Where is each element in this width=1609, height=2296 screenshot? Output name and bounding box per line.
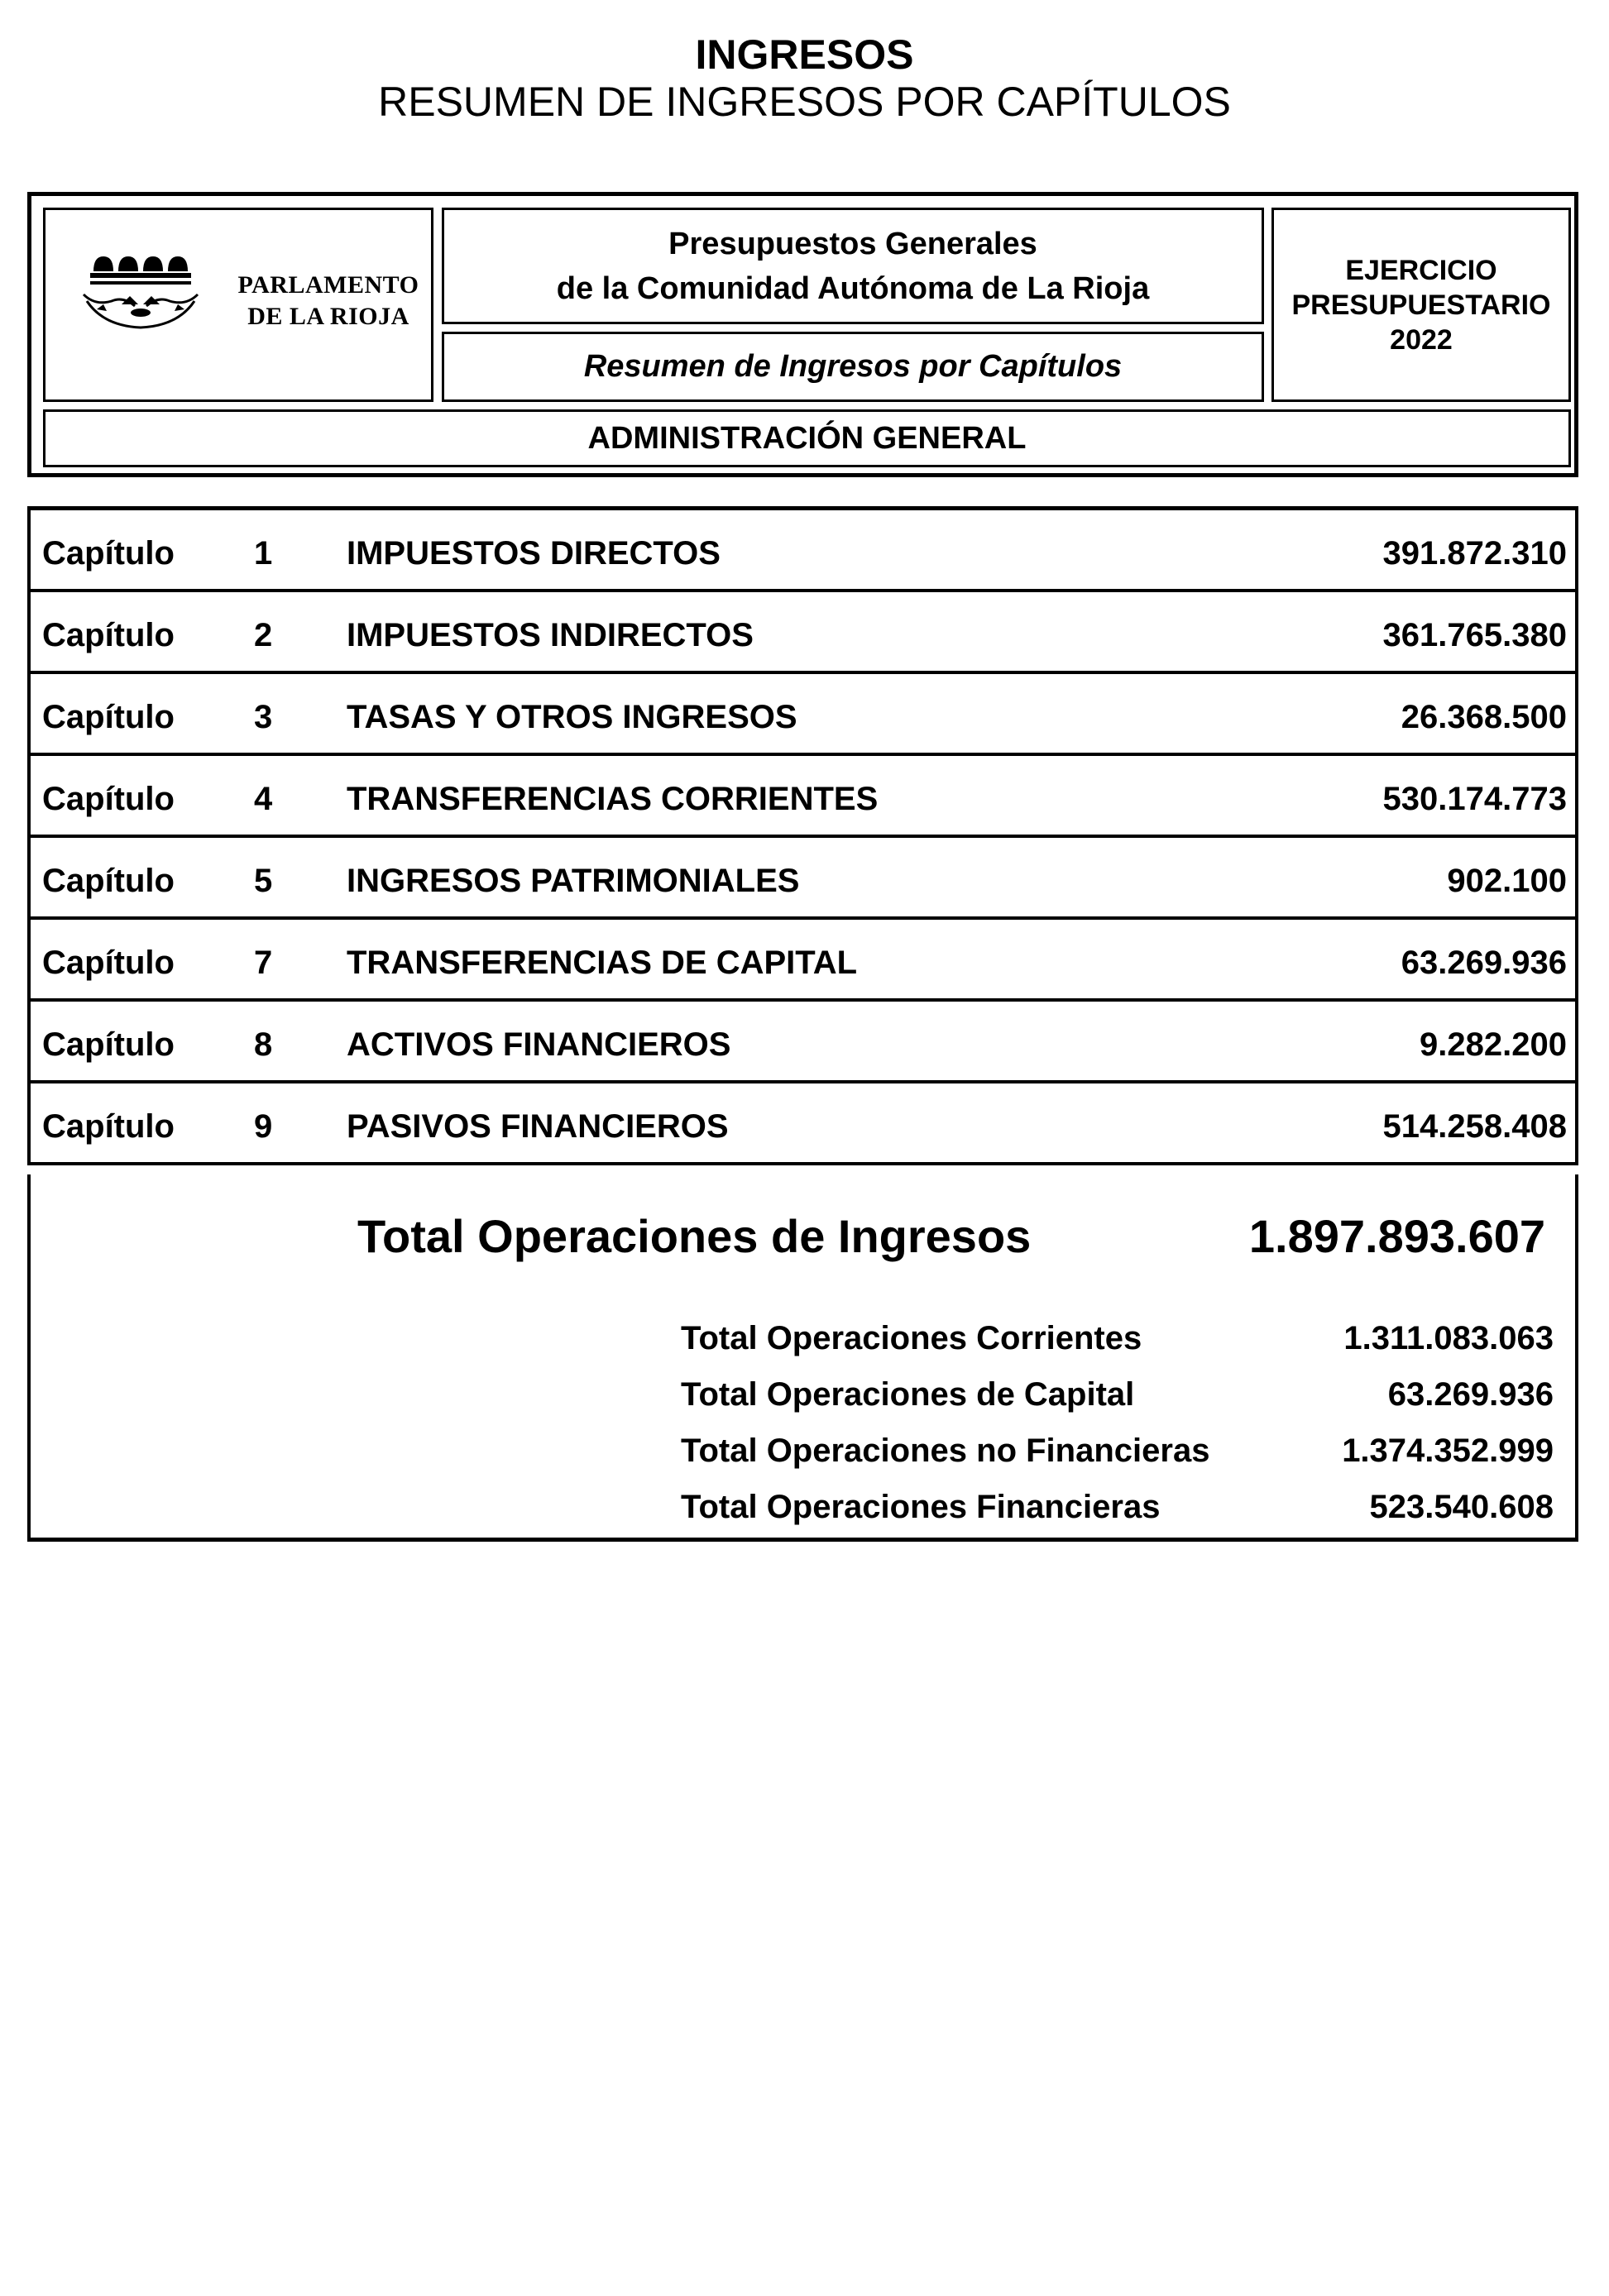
chapter-number: 2 (254, 617, 273, 653)
chapter-label: Capítulo (42, 781, 175, 817)
chapter-name: ACTIVOS FINANCIEROS (347, 1026, 731, 1063)
chapter-name: INGRESOS PATRIMONIALES (347, 863, 800, 899)
chapter-number: 9 (254, 1108, 273, 1145)
budget-subtitle: Resumen de Ingresos por Capítulos (442, 332, 1264, 402)
totals-section (27, 1174, 1578, 1542)
logo-text-line1: PARLAMENTO (237, 271, 419, 299)
budget-title-line2: de la Comunidad Autónoma de La Rioja (556, 270, 1150, 306)
logo-text-line2: DE LA RIOJA (247, 303, 409, 330)
subtotal-value: 523.540.608 (1369, 1489, 1554, 1525)
table-row (31, 1002, 1575, 1083)
exercise-line1: EJERCICIO (1345, 254, 1497, 286)
exercise-year: 2022 (1390, 323, 1453, 356)
chapter-name: IMPUESTOS DIRECTOS (347, 535, 721, 572)
table-row (31, 838, 1575, 920)
subtotal-value: 1.311.083.063 (1343, 1320, 1554, 1356)
grand-total-label: Total Operaciones de Ingresos (357, 1210, 1032, 1262)
chapter-label: Capítulo (42, 699, 175, 735)
subtotal-row (681, 1320, 1554, 1363)
chapter-name: PASIVOS FINANCIEROS (347, 1108, 729, 1145)
chapter-amount: 514.258.408 (1382, 1108, 1567, 1145)
chapter-name: TRANSFERENCIAS CORRIENTES (347, 781, 879, 817)
subtotal-value: 1.374.352.999 (1342, 1433, 1554, 1469)
logo-cell (43, 208, 433, 402)
chapter-amount: 63.269.936 (1401, 945, 1567, 981)
chapter-number: 1 (254, 535, 273, 572)
chapter-label: Capítulo (42, 535, 175, 572)
chapter-amount: 26.368.500 (1401, 699, 1567, 735)
exercise-line2: PRESUPUESTARIO (1291, 289, 1551, 321)
chapter-name: TRANSFERENCIAS DE CAPITAL (347, 945, 858, 981)
chapter-name: IMPUESTOS INDIRECTOS (347, 617, 754, 653)
chapter-amount: 530.174.773 (1382, 781, 1567, 817)
subtotal-label: Total Operaciones Corrientes (681, 1320, 1142, 1356)
chapter-amount: 391.872.310 (1382, 535, 1567, 572)
budget-title (442, 208, 1264, 324)
subtotal-label: Total Operaciones no Financieras (681, 1433, 1210, 1469)
chapter-number: 7 (254, 945, 273, 981)
chapter-name: TASAS Y OTROS INGRESOS (347, 699, 797, 735)
table-row (31, 510, 1575, 592)
table-row (31, 592, 1575, 674)
subtotal-label: Total Operaciones Financieras (681, 1489, 1161, 1525)
table-row (31, 674, 1575, 756)
page-title: INGRESOS (695, 31, 914, 78)
subtotal-row (681, 1376, 1554, 1419)
chapter-amount: 902.100 (1447, 863, 1567, 899)
header-box (27, 192, 1578, 477)
subtotal-value: 63.269.936 (1387, 1376, 1554, 1413)
chapter-number: 4 (254, 781, 273, 817)
subtotal-label: Total Operaciones de Capital (681, 1376, 1135, 1413)
chapter-number: 3 (254, 699, 273, 735)
table-row (31, 1083, 1575, 1165)
logo-text (229, 270, 428, 332)
chapter-label: Capítulo (42, 1026, 175, 1063)
grand-total-value: 1.897.893.607 (1248, 1210, 1545, 1262)
chapter-amount: 9.282.200 (1420, 1026, 1567, 1063)
page-subtitle: RESUMEN DE INGRESOS POR CAPÍTULOS (378, 79, 1231, 125)
subtotal-row (681, 1489, 1554, 1532)
table-row (31, 920, 1575, 1002)
chapters-table (27, 506, 1578, 1165)
chapter-label: Capítulo (42, 863, 175, 899)
chapter-number: 5 (254, 863, 273, 899)
exercise-box (1271, 208, 1571, 402)
table-row (31, 756, 1575, 838)
chapter-amount: 361.765.380 (1382, 617, 1567, 653)
parliament-logo-icon (79, 246, 227, 346)
chapter-label: Capítulo (42, 945, 175, 981)
subtotal-row (681, 1433, 1554, 1476)
chapter-label: Capítulo (42, 1108, 175, 1145)
budget-title-line1: Presupuestos Generales (668, 226, 1037, 261)
administration-label: ADMINISTRACIÓN GENERAL (43, 409, 1571, 467)
chapter-label: Capítulo (42, 617, 175, 653)
chapter-number: 8 (254, 1026, 273, 1063)
